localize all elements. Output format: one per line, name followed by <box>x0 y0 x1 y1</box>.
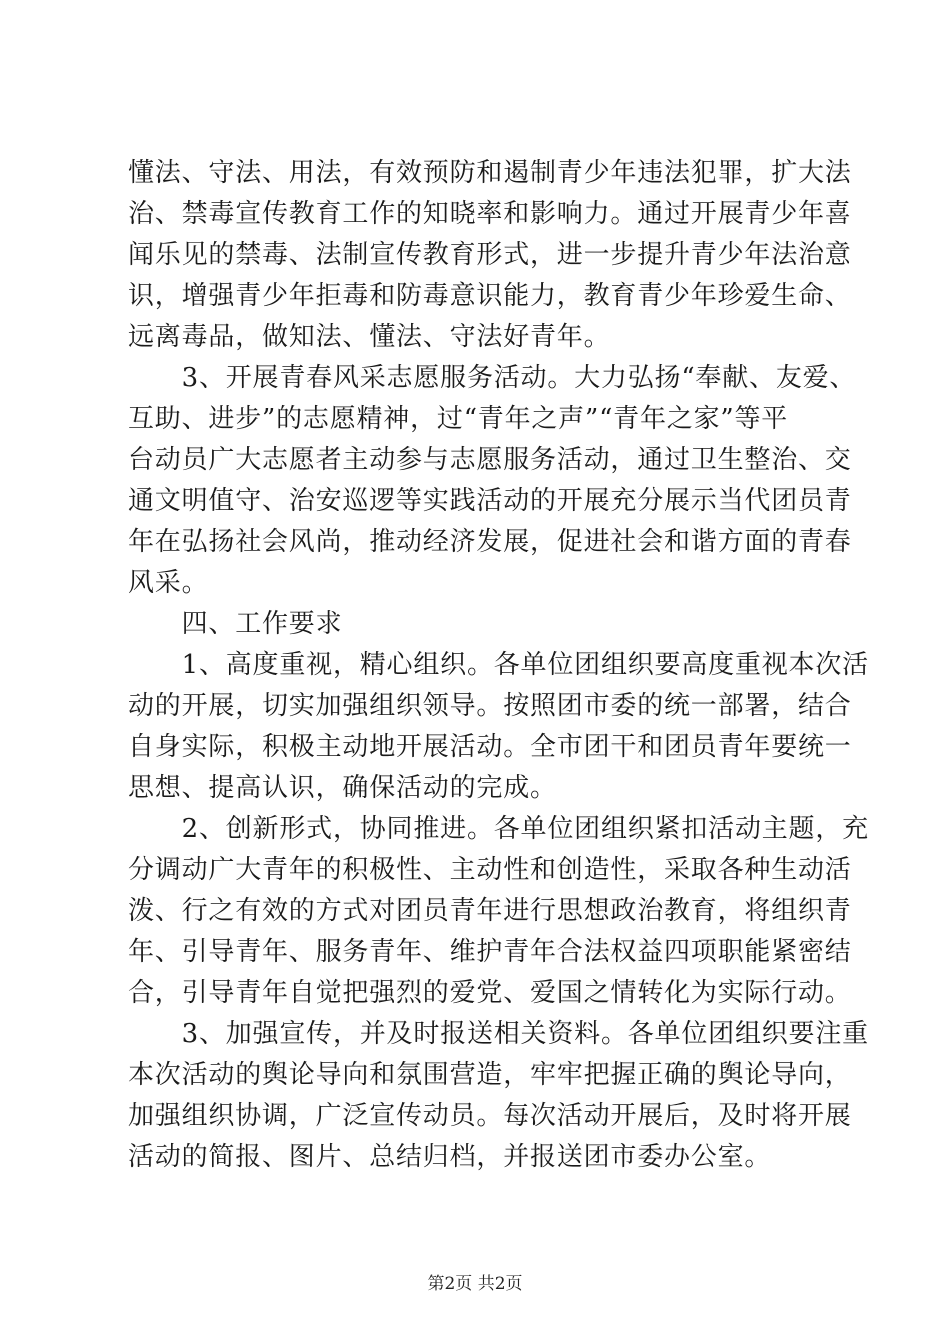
text-line: 1、高度重视，精心组织。各单位团组织要高度重视本次活 <box>128 650 869 680</box>
section-heading: 四、工作要求 <box>128 609 343 639</box>
text-line: 互助、进步”的志愿精神，过“青年之声”“青年之家”等平 <box>128 404 789 434</box>
text-line: 懂法、守法、用法，有效预防和遏制青少年违法犯罪，扩大法 <box>128 158 852 188</box>
text-line: 思想、提高认识，确保活动的完成。 <box>128 773 557 803</box>
text-line: 台动员广大志愿者主动参与志愿服务活动，通过卫生整治、交 <box>128 445 852 475</box>
text-line: 2、创新形式，协同推进。各单位团组织紧扣活动主题，充 <box>128 814 869 844</box>
text-line: 治、禁毒宣传教育工作的知晓率和影响力。通过开展青少年喜 <box>128 199 852 229</box>
text-line: 3、加强宣传，并及时报送相关资料。各单位团组织要注重 <box>128 1019 869 1049</box>
text-line: 年在弘扬社会风尚，推动经济发展，促进社会和谐方面的青春 <box>128 527 852 557</box>
text-line: 识，增强青少年拒毒和防毒意识能力，教育青少年珍爱生命、 <box>128 281 852 311</box>
text-line: 自身实际，积极主动地开展活动。全市团干和团员青年要统一 <box>128 732 852 762</box>
text-line: 闻乐见的禁毒、法制宣传教育形式，进一步提升青少年法治意 <box>128 240 852 270</box>
page-number-footer: 第2页 共2页 <box>427 1274 523 1294</box>
document-body <box>128 153 869 1178</box>
text-line: 通文明值守、治安巡逻等实践活动的开展充分展示当代团员青 <box>128 486 852 516</box>
text-line: 风采。 <box>128 568 209 598</box>
text-line: 远离毒品，做知法、懂法、守法好青年。 <box>128 322 611 352</box>
text-line: 活动的简报、图片、总结归档，并报送团市委办公室。 <box>128 1142 772 1172</box>
text-line: 3、开展青春风采志愿服务活动。大力弘扬“奉献、友爱、 <box>128 363 857 393</box>
text-line: 泼、行之有效的方式对团员青年进行思想政治教育，将组织青 <box>128 896 852 926</box>
text-line: 合，引导青年自觉把强烈的爱党、爱国之情转化为实际行动。 <box>128 978 852 1008</box>
text-line: 本次活动的舆论导向和氛围营造，牢牢把握正确的舆论导向， <box>128 1060 852 1090</box>
text-line: 加强组织协调，广泛宣传动员。每次活动开展后，及时将开展 <box>128 1101 852 1131</box>
text-line: 年、引导青年、服务青年、维护青年合法权益四项职能紧密结 <box>128 937 852 967</box>
text-line: 分调动广大青年的积极性、主动性和创造性，采取各种生动活 <box>128 855 852 885</box>
text-line: 动的开展，切实加强组织领导。按照团市委的统一部署，结合 <box>128 691 852 721</box>
